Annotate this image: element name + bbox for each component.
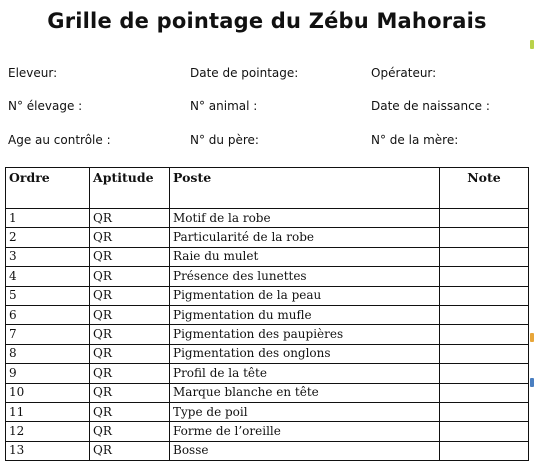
- cell-note[interactable]: [440, 209, 529, 228]
- cell-ordre: 11: [6, 402, 90, 421]
- cell-note[interactable]: [440, 325, 529, 344]
- cell-poste: Présence des lunettes: [170, 267, 440, 286]
- cell-aptitude: QR: [90, 344, 170, 363]
- field-age-controle: Age au contrôle :: [8, 133, 111, 147]
- table-row: [6, 209, 529, 228]
- edge-accent-mark: [530, 40, 534, 49]
- cell-poste: Pigmentation de la peau: [170, 286, 440, 305]
- table-row: [6, 325, 529, 344]
- cell-aptitude: QR: [90, 305, 170, 324]
- field-eleveur: Eleveur:: [8, 66, 58, 80]
- cell-ordre: 1: [6, 209, 90, 228]
- cell-poste: Particularité de la robe: [170, 228, 440, 247]
- scoring-table: [5, 167, 529, 461]
- header-aptitude: Aptitude: [90, 168, 170, 209]
- cell-poste: Pigmentation du mufle: [170, 305, 440, 324]
- cell-ordre: 4: [6, 267, 90, 286]
- cell-note[interactable]: [440, 267, 529, 286]
- cell-poste: Profil de la tête: [170, 364, 440, 383]
- cell-note[interactable]: [440, 247, 529, 266]
- cell-ordre: 2: [6, 228, 90, 247]
- cell-aptitude: QR: [90, 383, 170, 402]
- field-num-mere: N° de la mère:: [371, 133, 459, 147]
- cell-note[interactable]: [440, 402, 529, 421]
- table-row: [6, 228, 529, 247]
- table-row: [6, 402, 529, 421]
- table-row: [6, 422, 529, 441]
- field-num-pere: N° du père:: [190, 133, 259, 147]
- cell-ordre: 10: [6, 383, 90, 402]
- cell-poste: Pigmentation des onglons: [170, 344, 440, 363]
- cell-aptitude: QR: [90, 325, 170, 344]
- table-row: [6, 383, 529, 402]
- cell-poste: Forme de l’oreille: [170, 422, 440, 441]
- cell-ordre: 13: [6, 441, 90, 460]
- header-poste: Poste: [170, 168, 440, 209]
- field-num-elevage: N° élevage :: [8, 99, 83, 113]
- cell-aptitude: QR: [90, 422, 170, 441]
- cell-note[interactable]: [440, 422, 529, 441]
- cell-note[interactable]: [440, 383, 529, 402]
- cell-poste: Bosse: [170, 441, 440, 460]
- table-header-row: [6, 168, 529, 209]
- table-row: [6, 286, 529, 305]
- cell-poste: Marque blanche en tête: [170, 383, 440, 402]
- field-date-pointage: Date de pointage:: [190, 66, 299, 80]
- field-operateur: Opérateur:: [371, 66, 437, 80]
- table-row: [6, 267, 529, 286]
- cell-aptitude: QR: [90, 247, 170, 266]
- cell-ordre: 7: [6, 325, 90, 344]
- cell-ordre: 8: [6, 344, 90, 363]
- cell-note[interactable]: [440, 286, 529, 305]
- cell-aptitude: QR: [90, 364, 170, 383]
- header-note: Note: [440, 168, 529, 209]
- cell-aptitude: QR: [90, 228, 170, 247]
- edge-accent-mark: [530, 378, 534, 387]
- table-row: [6, 305, 529, 324]
- cell-aptitude: QR: [90, 286, 170, 305]
- cell-ordre: 6: [6, 305, 90, 324]
- cell-aptitude: QR: [90, 402, 170, 421]
- cell-poste: Pigmentation des paupières: [170, 325, 440, 344]
- cell-note[interactable]: [440, 364, 529, 383]
- table-row: [6, 441, 529, 460]
- cell-aptitude: QR: [90, 267, 170, 286]
- cell-ordre: 5: [6, 286, 90, 305]
- cell-note[interactable]: [440, 228, 529, 247]
- cell-ordre: 12: [6, 422, 90, 441]
- cell-poste: Raie du mulet: [170, 247, 440, 266]
- table-row: [6, 344, 529, 363]
- page-title: Grille de pointage du Zébu Mahorais: [47, 9, 487, 33]
- cell-note[interactable]: [440, 441, 529, 460]
- edge-accent-mark: [530, 333, 534, 342]
- table-row: [6, 247, 529, 266]
- cell-ordre: 9: [6, 364, 90, 383]
- field-num-animal: N° animal :: [190, 99, 258, 113]
- field-date-naissance: Date de naissance :: [371, 99, 490, 113]
- cell-poste: Motif de la robe: [170, 209, 440, 228]
- cell-poste: Type de poil: [170, 402, 440, 421]
- cell-aptitude: QR: [90, 441, 170, 460]
- table-row: [6, 364, 529, 383]
- cell-ordre: 3: [6, 247, 90, 266]
- cell-aptitude: QR: [90, 209, 170, 228]
- header-ordre: Ordre: [6, 168, 90, 209]
- cell-note[interactable]: [440, 305, 529, 324]
- cell-note[interactable]: [440, 344, 529, 363]
